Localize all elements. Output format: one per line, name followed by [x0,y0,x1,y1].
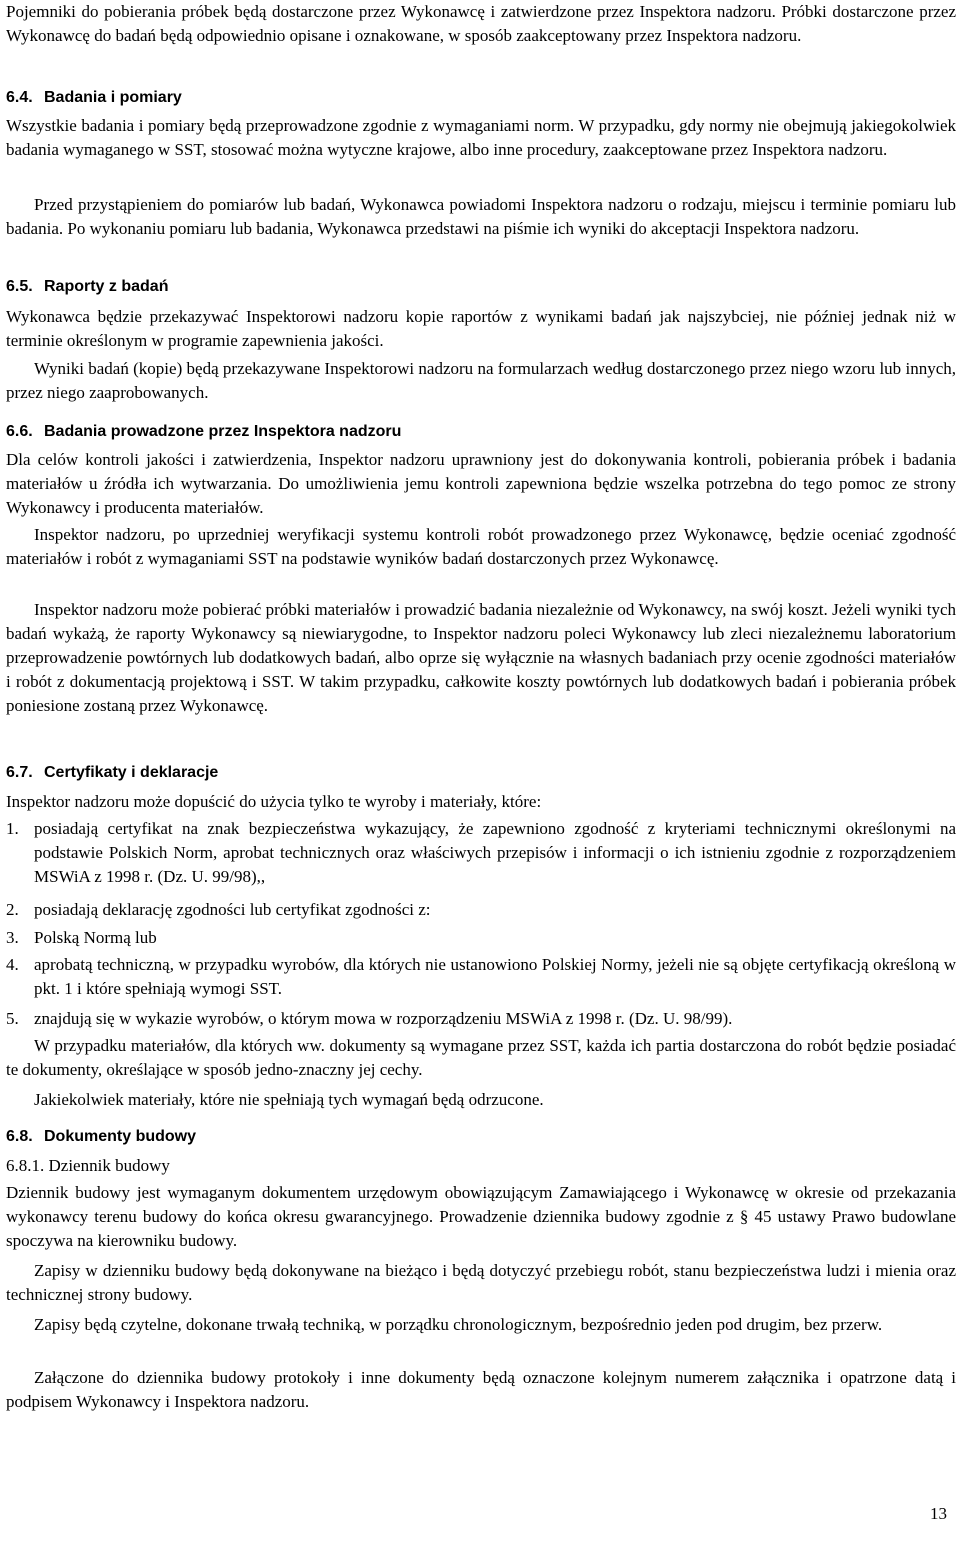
section-title: Dokumenty budowy [44,1128,197,1145]
section-title: Certyfikaty i deklaracje [44,764,219,781]
list-item [6,1007,956,1031]
list-text: posiadają deklarację zgodności lub certyfikat zgodności z: [34,900,431,919]
intro-paragraph: Pojemniki do pobierania próbek będą dostarczone przez Wykonawcę i zatwierdzone przez Inspektora nadzoru. Próbki dostarczone przez Wykonawcę do badań będą odpowiednio opisane i oznakowane, w sposób zaakceptowany przez Inspektora nadzoru. [6,2,956,45]
list-item [6,898,956,922]
section-heading-6-4 [6,87,182,109]
paragraph: W przypadku materiałów, dla których ww. dokumenty są wymagane przez SST, każda ich partia dostarczona do robót będzie posiadać te dokumenty, określające w sposób jedno-znaczny jej cechy. [6,1036,956,1079]
page-number: 13 [930,1504,947,1523]
paragraph: Wykonawca będzie przekazywać Inspektorowi nadzoru kopie raportów z wynikami badań jak najszybciej, nie później jednak niż w terminie określonym w programie zapewnienia jakości. [6,307,956,350]
list-number: 3. [6,928,19,947]
list-text: posiadają certyfikat na znak bezpieczeństwa wykazujący, że zapewniono zgodność z kryteriami technicznymi określonymi na podstawie Polskich Norm, aprobat technicznych oraz właściwych przepisów i informacji o ich istnieniu zgodnie z rozporządzeniem MSWiA z 1998 r. (Dz. U. 99/98),, [34,819,956,886]
list-item [6,817,956,889]
section-heading-6-8 [6,1126,196,1148]
section-number: 6.8. [6,1128,33,1145]
paragraph: Inspektor nadzoru może dopuścić do użycia tylko te wyroby i materiały, które: [6,792,542,811]
section-number: 6.6. [6,423,33,440]
paragraph: Inspektor nadzoru, po uprzedniej weryfikacji systemu kontroli robót prowadzonego przez Wykonawcę, będzie oceniać zgodność materiałów i robót z wymaganiami SST na podstawie wyników badań dostarczonych przez Wykonawcę. [6,525,956,568]
paragraph: Inspektor nadzoru może pobierać próbki materiałów i prowadzić badania niezależnie od Wykonawcy, na swój koszt. Jeżeli wyniki tych badań wykażą, że raporty Wykonawcy są niewiarygodne, to Inspektor nadzoru poleci Wykonawcy lub zleci niezależnemu laboratorium przeprowadzenie powtórnych lub dodatkowych badań, albo oprze się wyłącznie na własnych badaniach przy ocenie zgodności materiałów i robót z dokumentacją projektową i SST. W takim przypadku, całkowite koszty powtórnych lub dodatkowych badań i pobierania próbek poniesione zostaną przez Wykonawcę. [6,600,956,715]
paragraph: Przed przystąpieniem do pomiarów lub badań, Wykonawca powiadomi Inspektora nadzoru o rodzaju, miejscu i terminie pomiaru lub badania. Po wykonaniu pomiaru lub badania, Wykonawca przedstawi na piśmie ich wyniki do akceptacji Inspektora nadzoru. [6,195,956,238]
section-heading-6-6 [6,421,401,443]
list-number: 4. [6,955,19,974]
list-number: 1. [6,819,19,838]
list-number: 5. [6,1009,19,1028]
list-text: Polską Normą lub [34,928,157,947]
list-number: 2. [6,900,19,919]
section-title: Raporty z badań [44,278,169,295]
section-number: 6.7. [6,764,33,781]
paragraph: Dziennik budowy jest wymaganym dokumentem urzędowym obowiązującym Zamawiającego i Wykonawcę w okresie od przekazania wykonawcy terenu budowy do końca okresu gwarancyjnego. Prowadzenie dziennika budowy zgodnie z § 45 ustawy Prawo budowlane spoczywa na kierowniku budowy. [6,1183,956,1250]
subsection-heading: 6.8.1. Dziennik budowy [6,1156,170,1175]
section-heading-6-5 [6,276,168,298]
paragraph: Załączone do dziennika budowy protokoły i inne dokumenty będą oznaczone kolejnym numerem załącznika i opatrzone datą i podpisem Wykonawcy i Inspektora nadzoru. [6,1368,956,1411]
paragraph: Wyniki badań (kopie) będą przekazywane Inspektorowi nadzoru na formularzach według dostarczonego przez niego wzoru lub innych, przez niego zaaprobowanych. [6,359,956,402]
section-title: Badania prowadzone przez Inspektora nadzoru [44,423,402,440]
section-heading-6-7 [6,762,218,784]
list-item [6,926,956,950]
paragraph: Jakiekolwiek materiały, które nie spełniają tych wymagań będą odrzucone. [34,1090,544,1109]
paragraph: Zapisy będą czytelne, dokonane trwałą techniką, w porządku chronologicznym, bezpośrednio jeden pod drugim, bez przerw. [34,1315,883,1334]
paragraph: Wszystkie badania i pomiary będą przeprowadzone zgodnie z wymaganiami norm. W przypadku, gdy normy nie obejmują jakiegokolwiek badania wymaganego w SST, stosować można wytyczne krajowe, albo inne procedury, zaakceptowane przez Inspektora nadzoru. [6,116,956,159]
list-text: aprobatą techniczną, w przypadku wyrobów, dla których nie ustanowiono Polskiej Normy, jeżeli nie są objęte certyfikacją określoną w pkt. 1 i które spełniają wymogi SST. [34,955,956,998]
section-number: 6.4. [6,89,33,106]
list-text: znajdują się w wykazie wyrobów, o którym mowa w rozporządzeniu MSWiA z 1998 r. (Dz. U. 98/99). [34,1009,733,1028]
section-number: 6.5. [6,278,33,295]
paragraph: Dla celów kontroli jakości i zatwierdzenia, Inspektor nadzoru uprawniony jest do dokonywania kontroli, pobierania próbek i badania materiałów u źródła ich wytwarzania. Do umożliwienia jemu kontroli zapewniona będzie wszelka potrzebna do tego pomoc ze strony Wykonawcy i producenta materiałów. [6,450,956,517]
paragraph: Zapisy w dzienniku budowy będą dokonywane na bieżąco i będą dotyczyć przebiegu robót, stanu bezpieczeństwa ludzi i mienia oraz technicznej strony budowy. [6,1261,956,1304]
list-item [6,953,956,1001]
section-title: Badania i pomiary [44,89,182,106]
